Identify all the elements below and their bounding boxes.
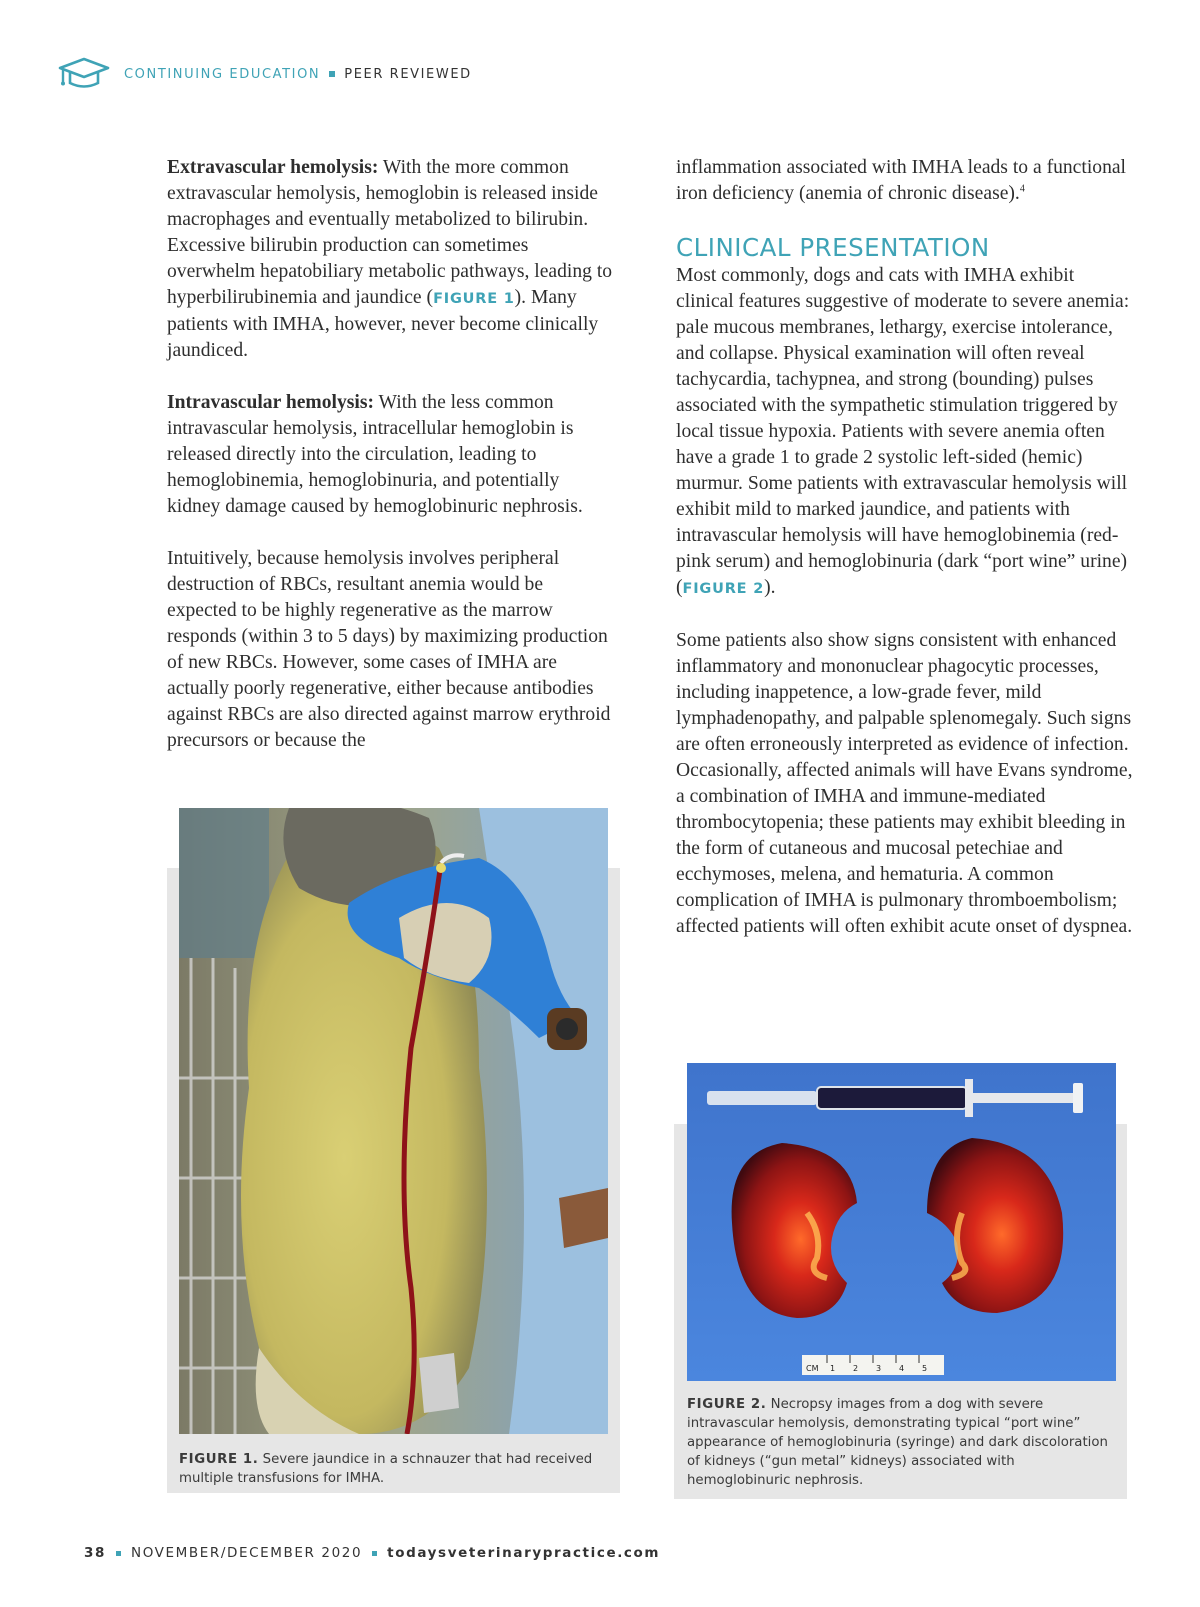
page-header: [56, 56, 472, 92]
figure-2-photo: [687, 1063, 1116, 1381]
section-heading: CLINICAL PRESENTATION: [676, 233, 990, 262]
figure-2-reference[interactable]: FIGURE 2: [682, 581, 765, 597]
ruler-mark: 3: [876, 1364, 882, 1373]
ruler-mark: 4: [899, 1364, 905, 1373]
figure-1-reference[interactable]: FIGURE 1: [433, 291, 515, 307]
footer-separator: [116, 1551, 121, 1556]
figure-2-caption: [687, 1395, 1117, 1490]
left-text-column: [167, 155, 617, 780]
issue-date: NOVEMBER/DECEMBER 2020: [131, 1545, 363, 1561]
header-category: CONTINUING EDUCATION: [124, 66, 321, 82]
paragraph-text: With the more common extravascular hemolysis, hemoglobin is released inside macrophages and eventually metabolized to bilirubin. Excessive bilirubin production can sometimes overwhelm hepatobiliary metabolic pathways, leading to hyperbilirubinemia and jaundice (: [167, 157, 613, 308]
figure-2-label: FIGURE 2.: [687, 1397, 767, 1412]
term-extravascular: Extravascular hemolysis:: [167, 157, 379, 178]
paragraph-inflammatory-signs: Some patients also show signs consistent with enhanced inflammatory and mononuclear phagocytic processes, including inappetence, a low-grade fever, mild lymphadenopathy, and palpable splenomegaly. Such signs are often erroneously interpreted as evidence of infection. Occasionally, affected animals will have Evans syndrome, a combination of IMHA and immune-mediated thrombocytopenia; these patients may exhibit bleeding in the form of cutaneous and mucosal petechiae and ecchymoses, melena, and hematuria. A common complication of IMHA is pulmonary thromboembolism; affected patients will often exhibit acute onset of dyspnea.: [676, 630, 1133, 937]
term-intravascular: Intravascular hemolysis:: [167, 392, 375, 413]
graduation-cap-icon: [56, 56, 112, 92]
header-separator: [329, 71, 335, 77]
header-subcategory: PEER REVIEWED: [344, 66, 472, 82]
ruler-mark: 5: [922, 1364, 928, 1373]
ruler-mark: 2: [853, 1364, 859, 1373]
paragraph-text: With the less common intravascular hemolysis, intracellular hemoglobin is released directly into the circulation, leading to hemoglobinemia, hemoglobinuria, and potentially kidney damage caused by hemoglobinuric nephrosis.: [167, 392, 583, 517]
website-link[interactable]: todaysveterinarypractice.com: [387, 1545, 661, 1561]
ruler-mark: 1: [830, 1364, 836, 1373]
page-number: 38: [84, 1545, 106, 1561]
paragraph-intravascular: [167, 390, 617, 520]
figure-2-caption-text: Necropsy images from a dog with severe intravascular hemolysis, demonstrating typical “port wine” appearance of hemoglobinuria (syringe) and dark discoloration of kidneys (“gun metal” kidneys) associated with hemoglobinuric nephrosis.: [687, 1397, 1108, 1488]
paragraph-text: Most commonly, dogs and cats with IMHA exhibit clinical features suggestive of moderate to severe anemia: pale mucous membranes, lethargy, exercise intolerance, and collapse. Physical examination will often reveal tachycardia, tachypnea, and strong (bounding) pulses associated with the sympathetic stimulation triggered by local tissue hypoxia. Patients with severe anemia often have a grade 1 to grade 2 systolic left-sided (hemic) murmur. Some patients with extravascular hemolysis will exhibit mild to marked jaundice, and patients with intravascular hemolysis will have hemoglobinemia (red-pink serum) and hemoglobinuria (dark “port wine” urine) (: [676, 265, 1130, 598]
paragraph-text: ).: [764, 577, 776, 598]
figure-1-photo: [179, 808, 608, 1434]
ruler-unit-label: CM: [806, 1364, 819, 1373]
figure-1-label: FIGURE 1.: [179, 1452, 259, 1467]
paragraph-text: ). Many patients with IMHA, however, never become clinically jaundiced.: [167, 287, 599, 361]
paragraph-extravascular: [167, 155, 617, 364]
paragraph-text: inflammation associated with IMHA leads to a functional iron deficiency (anemia of chronic disease).: [676, 157, 1127, 204]
paragraph-regenerative: Intuitively, because hemolysis involves peripheral destruction of RBCs, resultant anemia would be expected to be highly regenerative as the marrow responds (within 3 to 5 days) by maximizing production of new RBCs. However, some cases of IMHA are actually poorly regenerative, either because antibodies against RBCs are also directed against marrow erythroid precursors or because the: [167, 548, 611, 751]
footer-separator: [372, 1551, 377, 1556]
figure-1-caption-text: Severe jaundice in a schnauzer that had received multiple transfusions for IMHA.: [179, 1452, 593, 1486]
paragraph-clinical-features: [676, 263, 1136, 602]
right-text-column: [676, 155, 1136, 966]
citation-superscript[interactable]: 4: [1019, 183, 1025, 195]
page-footer: [84, 1545, 660, 1561]
figure-1-caption: [179, 1450, 609, 1488]
paragraph-continuation: [676, 155, 1136, 207]
